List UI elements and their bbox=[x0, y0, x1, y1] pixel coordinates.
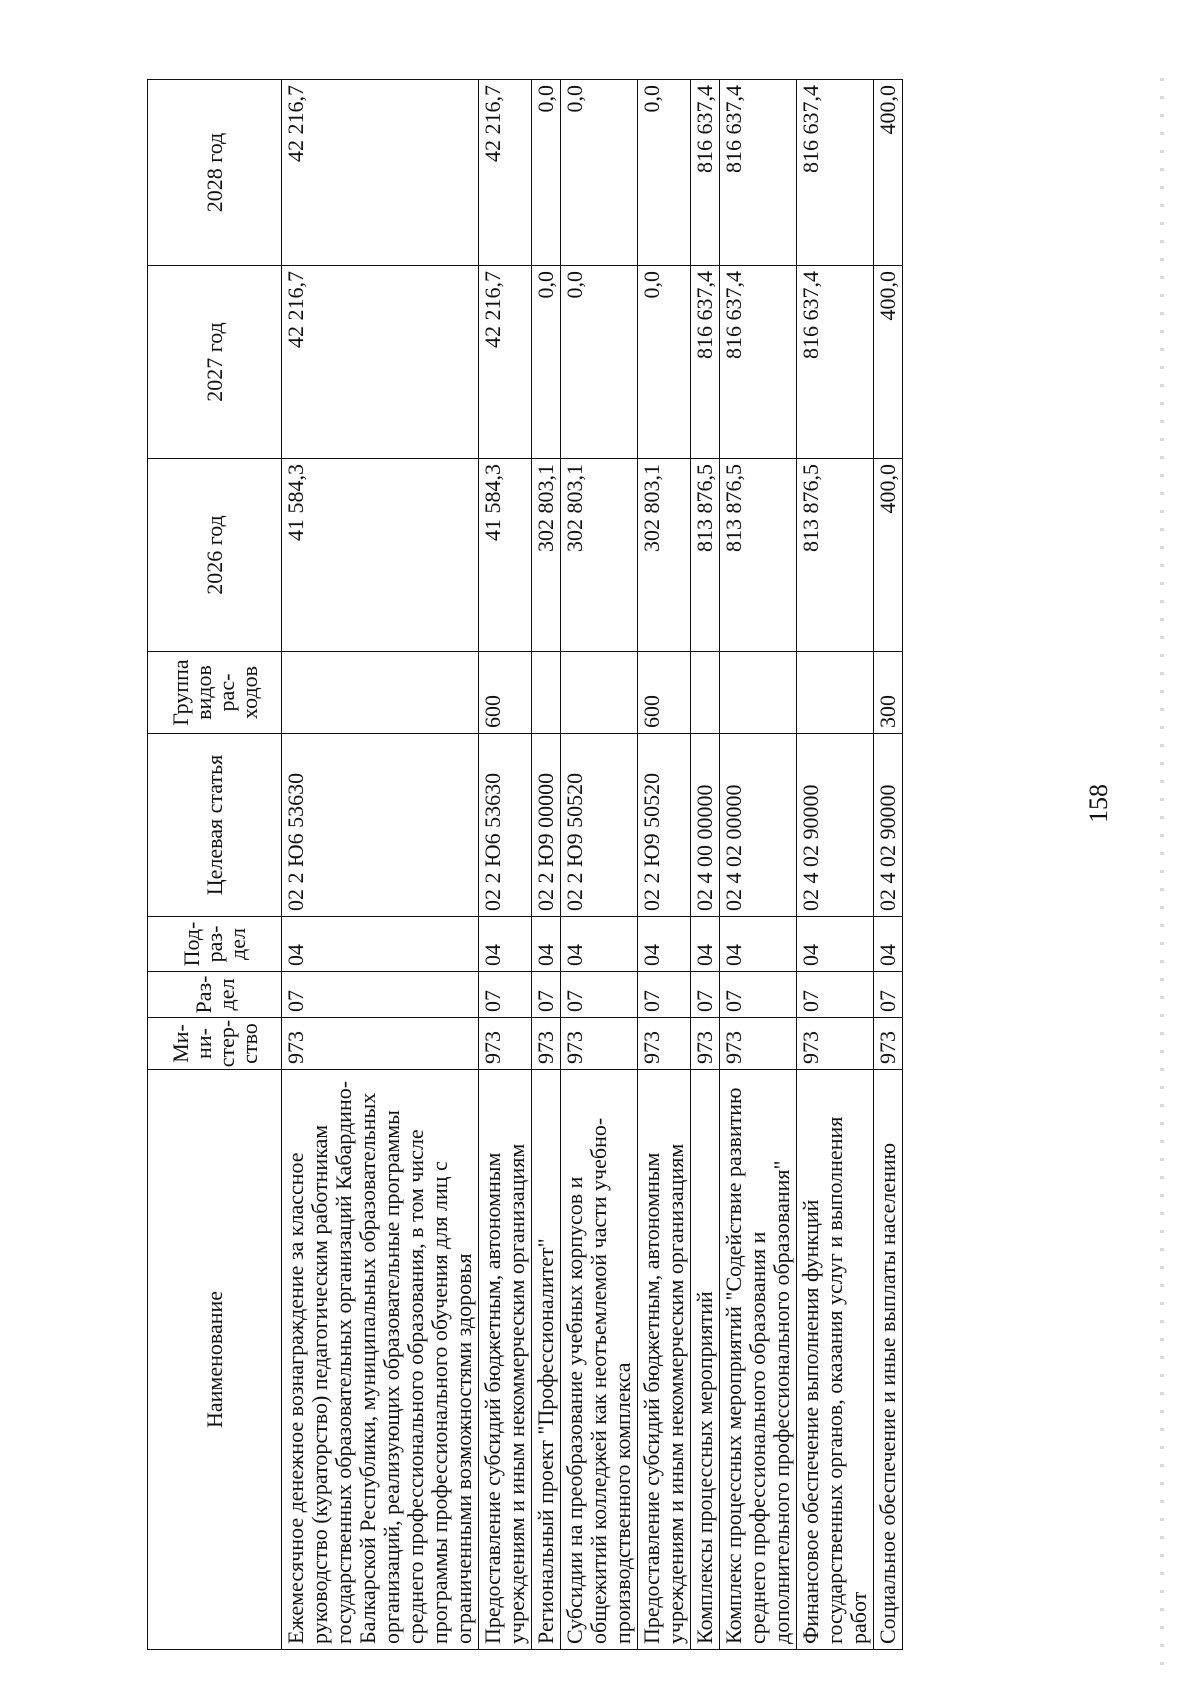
row-subsection: 04 bbox=[691, 917, 720, 972]
table-row bbox=[638, 80, 691, 1650]
row-name: Комплексы процессных мероприятий bbox=[691, 1070, 720, 1650]
row-2026: 302 803,1 bbox=[638, 459, 691, 652]
row-subsection: 04 bbox=[532, 917, 561, 972]
row-ministry: 973 bbox=[532, 1018, 561, 1070]
header-target: Целевая статья bbox=[148, 734, 282, 917]
row-2027: 0,0 bbox=[638, 266, 691, 459]
row-name: Финансовое обеспечение выполнения функций государственных органов, оказания услуг и выполнения работ bbox=[797, 1070, 874, 1650]
table-row bbox=[720, 80, 797, 1650]
table-row bbox=[561, 80, 638, 1650]
row-2026: 813 876,5 bbox=[720, 459, 797, 652]
row-ministry: 973 bbox=[797, 1018, 874, 1070]
row-ministry: 973 bbox=[720, 1018, 797, 1070]
row-2026: 41 584,3 bbox=[479, 459, 532, 652]
row-2027: 816 637,4 bbox=[691, 266, 720, 459]
row-expense-group bbox=[282, 652, 479, 734]
row-name: Ежемесячное денежное вознаграждение за классное руководство (кураторство) педагогическим работникам государственных образовательных организаций Кабардино-Балкарской Республики, муниципальных образовательных организаций, реализующих образовательные программы среднего профессионального образования, в том числе программы профессионального обучения для лиц с ограниченными возможностями здоровья bbox=[282, 1070, 479, 1650]
row-2028: 816 637,4 bbox=[797, 80, 874, 266]
row-section: 07 bbox=[720, 972, 797, 1018]
row-target: 02 4 02 00000 bbox=[720, 734, 797, 917]
row-ministry: 973 bbox=[561, 1018, 638, 1070]
row-target: 02 2 Ю6 53630 bbox=[282, 734, 479, 917]
row-ministry: 973 bbox=[691, 1018, 720, 1070]
row-expense-group bbox=[691, 652, 720, 734]
row-expense-group bbox=[720, 652, 797, 734]
row-ministry: 973 bbox=[282, 1018, 479, 1070]
scan-noise-line bbox=[1160, 75, 1164, 1665]
row-target: 02 2 Ю9 50520 bbox=[638, 734, 691, 917]
row-name: Субсидии на преобразование учебных корпусов и общежитий колледжей как неотъемлемой части учебно-производственного комплекса bbox=[561, 1070, 638, 1650]
row-target: 02 4 02 90000 bbox=[797, 734, 874, 917]
row-2026: 302 803,1 bbox=[532, 459, 561, 652]
row-name: Предоставление субсидий бюджетным, автономным учреждениям и иным некоммерческим организациям bbox=[638, 1070, 691, 1650]
table-row bbox=[874, 80, 903, 1650]
row-target: 02 2 Ю6 53630 bbox=[479, 734, 532, 917]
header-subsection: Под-раз-дел bbox=[148, 917, 282, 972]
header-name: Наименование bbox=[148, 1070, 282, 1650]
row-section: 07 bbox=[561, 972, 638, 1018]
row-subsection: 04 bbox=[720, 917, 797, 972]
row-expense-group: 600 bbox=[479, 652, 532, 734]
row-2027: 816 637,4 bbox=[720, 266, 797, 459]
row-2027: 0,0 bbox=[532, 266, 561, 459]
table-row bbox=[282, 80, 479, 1650]
row-name: Предоставление субсидий бюджетным, автономным учреждениям и иным некоммерческим организациям bbox=[479, 1070, 532, 1650]
page-number: 158 bbox=[1084, 784, 1113, 823]
row-subsection: 04 bbox=[282, 917, 479, 972]
row-expense-group bbox=[532, 652, 561, 734]
row-2027: 42 216,7 bbox=[282, 266, 479, 459]
row-name: Комплекс процессных мероприятий "Содействие развитию среднего профессионального образования и дополнительного профессионального образования" bbox=[720, 1070, 797, 1650]
row-2026: 302 803,1 bbox=[561, 459, 638, 652]
row-2027: 816 637,4 bbox=[797, 266, 874, 459]
row-ministry: 973 bbox=[874, 1018, 903, 1070]
header-ministry: Ми-ни-стер-ство bbox=[148, 1018, 282, 1070]
row-2027: 0,0 bbox=[561, 266, 638, 459]
row-section: 07 bbox=[691, 972, 720, 1018]
row-section: 07 bbox=[479, 972, 532, 1018]
row-2028: 400,0 bbox=[874, 80, 903, 266]
row-name: Социальное обеспечение и иные выплаты населению bbox=[874, 1070, 903, 1650]
row-ministry: 973 bbox=[479, 1018, 532, 1070]
header-2026: 2026 год bbox=[148, 459, 282, 652]
budget-table bbox=[147, 79, 903, 1650]
row-subsection: 04 bbox=[561, 917, 638, 972]
table-header-row bbox=[148, 80, 282, 1650]
row-ministry: 973 bbox=[638, 1018, 691, 1070]
row-subsection: 04 bbox=[797, 917, 874, 972]
row-name: Региональный проект "Профессионалитет" bbox=[532, 1070, 561, 1650]
header-section: Раз-дел bbox=[148, 972, 282, 1018]
table-row bbox=[532, 80, 561, 1650]
row-subsection: 04 bbox=[479, 917, 532, 972]
header-2027: 2027 год bbox=[148, 266, 282, 459]
row-2027: 400,0 bbox=[874, 266, 903, 459]
row-section: 07 bbox=[874, 972, 903, 1018]
row-expense-group: 600 bbox=[638, 652, 691, 734]
table-row bbox=[797, 80, 874, 1650]
row-target: 02 2 Ю9 00000 bbox=[532, 734, 561, 917]
row-2026: 400,0 bbox=[874, 459, 903, 652]
row-2028: 0,0 bbox=[638, 80, 691, 266]
header-2028: 2028 год bbox=[148, 80, 282, 266]
row-subsection: 04 bbox=[638, 917, 691, 972]
row-expense-group bbox=[797, 652, 874, 734]
row-target: 02 4 00 00000 bbox=[691, 734, 720, 917]
row-2028: 816 637,4 bbox=[691, 80, 720, 266]
row-expense-group bbox=[561, 652, 638, 734]
table-row bbox=[691, 80, 720, 1650]
row-2028: 0,0 bbox=[532, 80, 561, 266]
row-2026: 813 876,5 bbox=[691, 459, 720, 652]
row-2028: 42 216,7 bbox=[282, 80, 479, 266]
row-2027: 42 216,7 bbox=[479, 266, 532, 459]
row-target: 02 2 Ю9 50520 bbox=[561, 734, 638, 917]
row-expense-group: 300 bbox=[874, 652, 903, 734]
header-expense-group: Группа видов рас-ходов bbox=[148, 652, 282, 734]
row-section: 07 bbox=[532, 972, 561, 1018]
row-2028: 42 216,7 bbox=[479, 80, 532, 266]
row-section: 07 bbox=[638, 972, 691, 1018]
row-2028: 816 637,4 bbox=[720, 80, 797, 266]
row-2026: 41 584,3 bbox=[282, 459, 479, 652]
row-2026: 813 876,5 bbox=[797, 459, 874, 652]
table-row bbox=[479, 80, 532, 1650]
row-target: 02 4 02 90000 bbox=[874, 734, 903, 917]
row-section: 07 bbox=[797, 972, 874, 1018]
row-subsection: 04 bbox=[874, 917, 903, 972]
row-section: 07 bbox=[282, 972, 479, 1018]
row-2028: 0,0 bbox=[561, 80, 638, 266]
